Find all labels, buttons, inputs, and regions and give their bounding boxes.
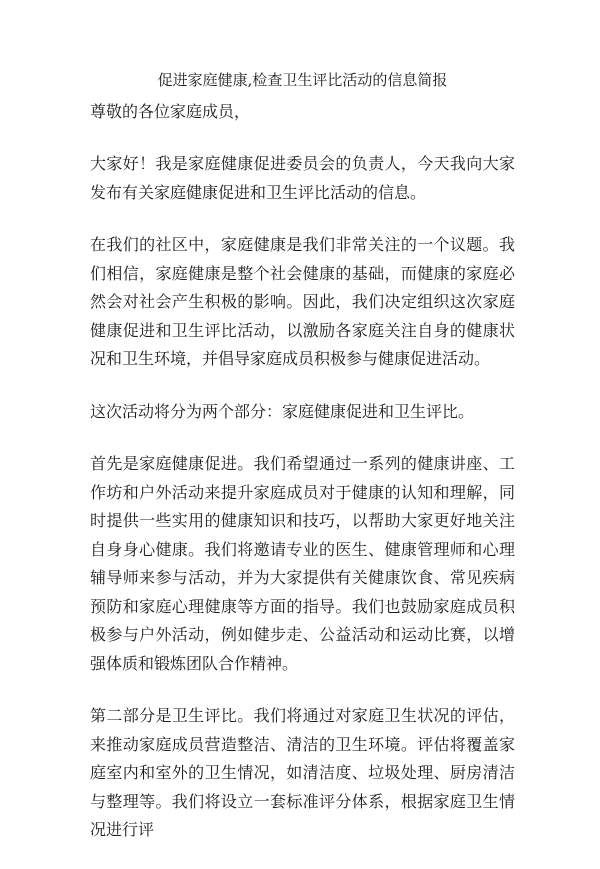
paragraph-health-promotion: 首先是家庭健康促进。我们希望通过一系列的健康讲座、工作坊和户外活动来提升家庭成员对于健康的认知和理解，同时提供一些实用的健康知识和技巧，以帮助大家更好地关注自身身心健康。我们将邀请专业的医生、健康管理师和心理辅导师来参与活动，并为大家提供有关健康饮食、常见疾病预防和家庭心理健康等方面的指导。我们也鼓励家庭成员积极参与户外活动，例如健步走、公益活动和运动比赛，以增强体质和锻炼团队合作精神。 — [90, 454, 515, 673]
document-page — [90, 70, 515, 869]
document-title: 促进家庭健康,检查卫生评比活动的信息简报 — [157, 71, 448, 89]
paragraph-background: 在我们的社区中，家庭健康是我们非常关注的一个议题。我们相信，家庭健康是整个社会健康的基础，而健康的家庭必然会对社会产生积极的影响。因此，我们决定组织这次家庭健康促进和卫生评比活动，以激励各家庭关注自身的健康状况和卫生环境，并倡导家庭成员积极参与健康促进活动。 — [90, 235, 515, 368]
paragraph-overview: 这次活动将分为两个部分：家庭健康促进和卫生评比。 — [90, 401, 475, 421]
paragraph-hygiene-evaluation: 第二部分是卫生评比。我们将通过对家庭卫生状况的评估，来推动家庭成员营造整洁、清洁的卫生环境。评估将覆盖家庭室内和室外的卫生情况，如清洁度、垃圾处理、厨房清洁与整理等。我们将设立一套标准评分体系，根据家庭卫生情况进行评 — [90, 706, 515, 839]
salutation: 尊敬的各位家庭成员， — [90, 102, 251, 121]
paragraph-intro: 大家好！我是家庭健康促进委员会的负责人，今天我向大家发布有关家庭健康促进和卫生评比活动的信息。 — [90, 154, 515, 202]
